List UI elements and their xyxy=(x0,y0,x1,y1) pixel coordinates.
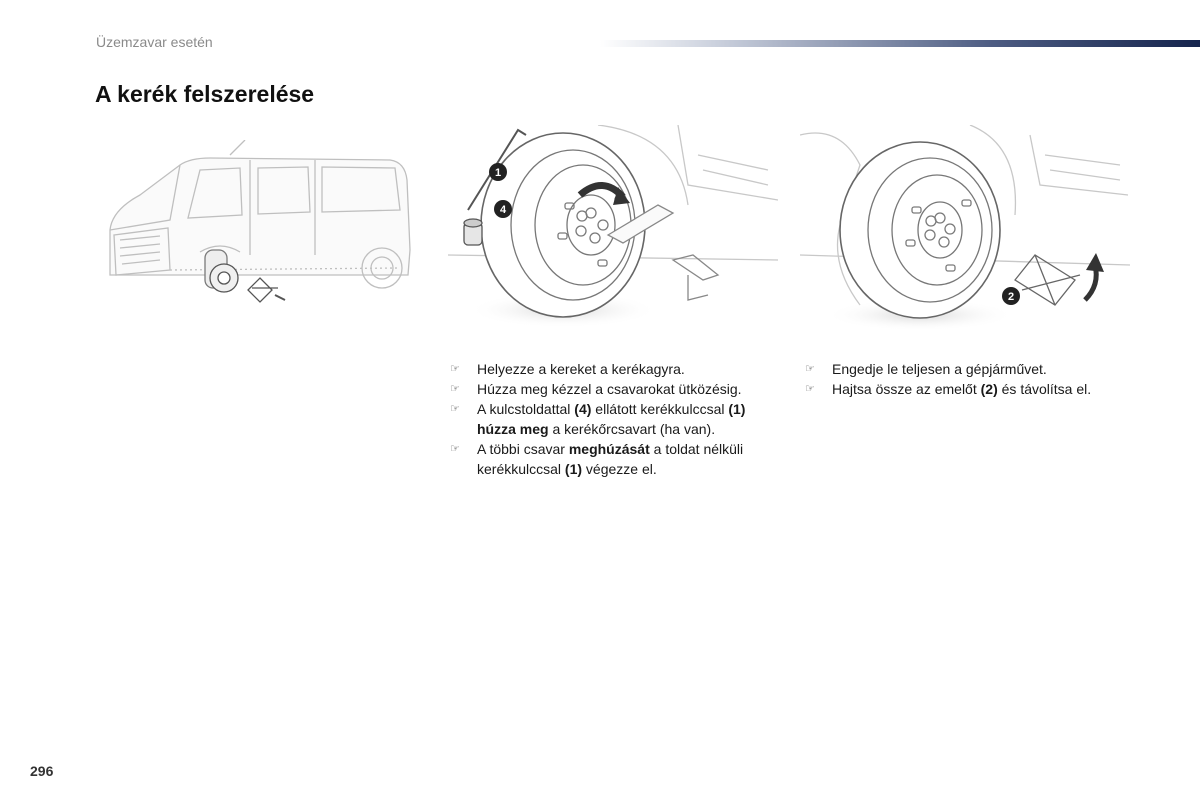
instruction-text: a toldat nélküli kerékkulccsal xyxy=(477,441,744,477)
pointing-hand-icon: ☞ xyxy=(450,383,460,395)
section-label: Üzemzavar esetén xyxy=(96,34,213,50)
instruction-text: ellátott kerékkulccsal xyxy=(591,401,729,417)
instruction-text: Húzza meg kézzel a csavarokat ütközésig. xyxy=(477,381,742,397)
pointing-hand-icon: ☞ xyxy=(450,363,460,375)
instruction-item xyxy=(450,379,785,399)
instruction-item xyxy=(450,439,785,479)
instruction-text: Helyezze a kereket a kerékagyra. xyxy=(477,361,685,377)
van-illustration xyxy=(100,140,430,330)
instruction-text: Hajtsa össze az emelőt xyxy=(832,381,981,397)
tighten-bolts-illustration xyxy=(448,125,778,340)
instruction-emphasis: (1) xyxy=(564,461,583,477)
instruction-emphasis: (4) xyxy=(574,401,592,417)
header-gradient-bar xyxy=(600,40,1200,47)
instruction-text: és távolítsa el. xyxy=(997,381,1092,397)
page-title: A kerék felszerelése xyxy=(95,81,315,107)
lower-vehicle-illustration xyxy=(800,125,1130,340)
instruction-text: végezze el. xyxy=(582,461,657,477)
pointing-hand-icon: ☞ xyxy=(805,383,815,395)
instruction-text: A többi csavar xyxy=(477,441,569,457)
instruction-text: Engedje le teljesen a gépjárművet. xyxy=(832,361,1047,377)
callout-4: 4 xyxy=(499,204,507,216)
callout-1: 1 xyxy=(494,167,502,179)
pointing-hand-icon: ☞ xyxy=(805,363,815,375)
instructions-middle xyxy=(450,359,785,479)
instruction-item xyxy=(450,399,785,439)
pointing-hand-icon: ☞ xyxy=(450,443,460,455)
instruction-text: a kerékőrcsavart (ha van). xyxy=(548,421,716,437)
instruction-emphasis: meghúzását xyxy=(568,441,650,457)
instruction-item xyxy=(805,379,1145,399)
pointing-hand-icon: ☞ xyxy=(450,403,460,415)
instruction-item xyxy=(805,359,1145,379)
page-number: 296 xyxy=(30,763,54,779)
instruction-emphasis: (2) xyxy=(980,381,998,397)
instruction-emphasis: (1) húzza meg xyxy=(477,401,746,437)
callout-2: 2 xyxy=(1007,291,1015,303)
instruction-item xyxy=(450,359,785,379)
instruction-text: A kulcstoldattal xyxy=(477,401,575,417)
instructions-right xyxy=(805,359,1145,399)
